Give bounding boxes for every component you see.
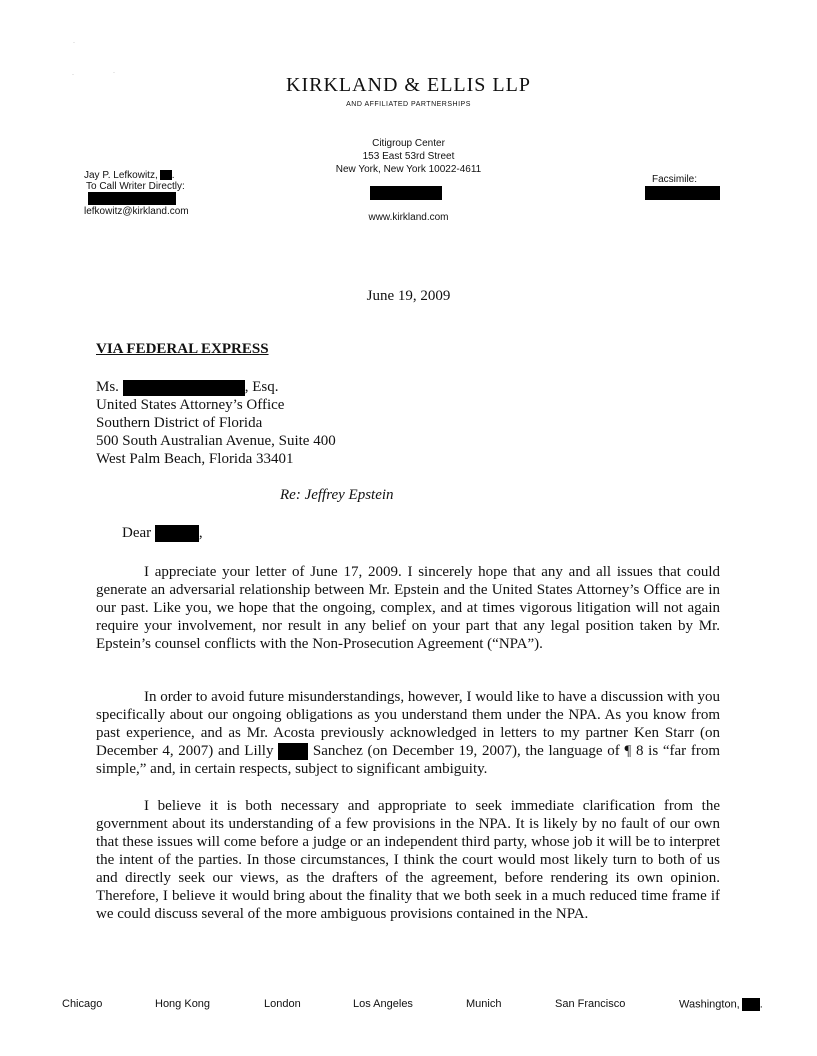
paragraph-text: Sanchez (on December 19, 2007), the language of ¶ 8 is “far from simple,” and, in certain respects, subject to significant ambiguity. bbox=[96, 743, 721, 778]
salutation-start: Dear bbox=[122, 525, 152, 541]
writer-email: lefkowitz@kirkland.com bbox=[84, 206, 189, 217]
address-line: Citigroup Center bbox=[372, 138, 445, 149]
writer-name: Jay P. Lefkowitz, bbox=[84, 170, 158, 181]
scan-speck: · bbox=[72, 72, 74, 78]
recipient-line: West Palm Beach, Florida 33401 bbox=[96, 451, 294, 467]
scan-speck: · bbox=[73, 40, 75, 46]
recipient-line: United States Attorney’s Office bbox=[96, 397, 285, 413]
office-city: Hong Kong bbox=[155, 998, 211, 1010]
office-city: Chicago bbox=[62, 998, 103, 1010]
body-paragraph: I appreciate your letter of June 17, 2009. I sincerely hope that any and all issues that could generate an adversarial relationship between Mr. Epstein and the United States Attorney’s Office are in our past. Like you, we hope that the ongoing, complex, and at times vigorous litigation will not again require your involvement, nor result in any belief on your part that any legal position taken by Mr. Epstein’s counsel conflicts with the Non-Prosecution Agreement (“NPA”). bbox=[96, 564, 720, 652]
writer-block: Jay P. Lefkowitz, . To Call Writer Directly: lefkowitz@kirkland.com bbox=[84, 170, 189, 217]
office-city: Munich bbox=[466, 998, 502, 1010]
redaction-box bbox=[123, 380, 245, 396]
scan-speck: · bbox=[113, 70, 115, 76]
office-city: Los Angeles bbox=[353, 998, 413, 1010]
redaction-box bbox=[155, 525, 199, 542]
recipient-line: Southern District of Florida bbox=[96, 415, 263, 431]
office-city: San Francisco bbox=[555, 998, 626, 1010]
delivery-method: VIA FEDERAL EXPRESS bbox=[96, 341, 269, 357]
redaction-box bbox=[278, 743, 308, 760]
recipient-prefix: Ms. bbox=[96, 379, 119, 395]
firm-name: KIRKLAND & ELLIS LLP bbox=[286, 74, 531, 96]
office-locations bbox=[0, 998, 817, 1014]
letter-date: June 19, 2009 bbox=[366, 288, 451, 304]
writer-dial-label: To Call Writer Directly: bbox=[86, 181, 185, 192]
body-paragraph: I believe it is both necessary and appropriate to seek immediate clarification from the government about its understanding of a few provisions in the NPA. It is likely by no fault of our own that these issues will come before a judge or an independent third party, whose job it will be to interpret the intent of the parties. In those circumstances, I think the court would most likely turn to both of us and directly seek our views, as the drafters of the agreement, before rendering its own opinion. Therefore, I believe it would bring about the finality that we both seek in a much reduced time frame if we could discuss several of the more ambiguous provisions contained in the NPA. bbox=[96, 798, 720, 922]
recipient-block bbox=[96, 378, 336, 468]
redaction-box bbox=[160, 170, 172, 180]
office-city-washington: Washington, . bbox=[679, 998, 763, 1011]
redaction-box bbox=[88, 192, 176, 205]
recipient-suffix: , Esq. bbox=[244, 379, 279, 395]
firm-website: www.kirkland.com bbox=[368, 212, 449, 223]
paragraph-text: In order to avoid future misunderstandings, however, I would like to have a discussion with you specifically about our ongoing obligations as you understand them under the NPA. As you know from past experience, and as Mr. Acosta previously acknowledged in letters to my partner Ken Starr (on December 4, 2007) and Lilly bbox=[96, 689, 720, 759]
address-line: 153 East 53rd Street bbox=[362, 151, 455, 162]
office-city: Washington, bbox=[679, 998, 740, 1011]
body-paragraph bbox=[96, 688, 720, 778]
salutation-end: , bbox=[198, 525, 203, 541]
redaction-box bbox=[645, 186, 720, 200]
fax-label: Facsimile: bbox=[652, 174, 698, 185]
redaction-box bbox=[370, 186, 442, 200]
subject-line: Re: Jeffrey Epstein bbox=[280, 487, 394, 503]
address-line: New York, New York 10022-4611 bbox=[335, 164, 482, 175]
office-city: London bbox=[264, 998, 301, 1010]
firm-affiliation: AND AFFILIATED PARTNERSHIPS bbox=[346, 101, 471, 108]
salutation bbox=[122, 525, 203, 542]
recipient-line: 500 South Australian Avenue, Suite 400 bbox=[96, 433, 336, 449]
redaction-box bbox=[742, 998, 760, 1011]
